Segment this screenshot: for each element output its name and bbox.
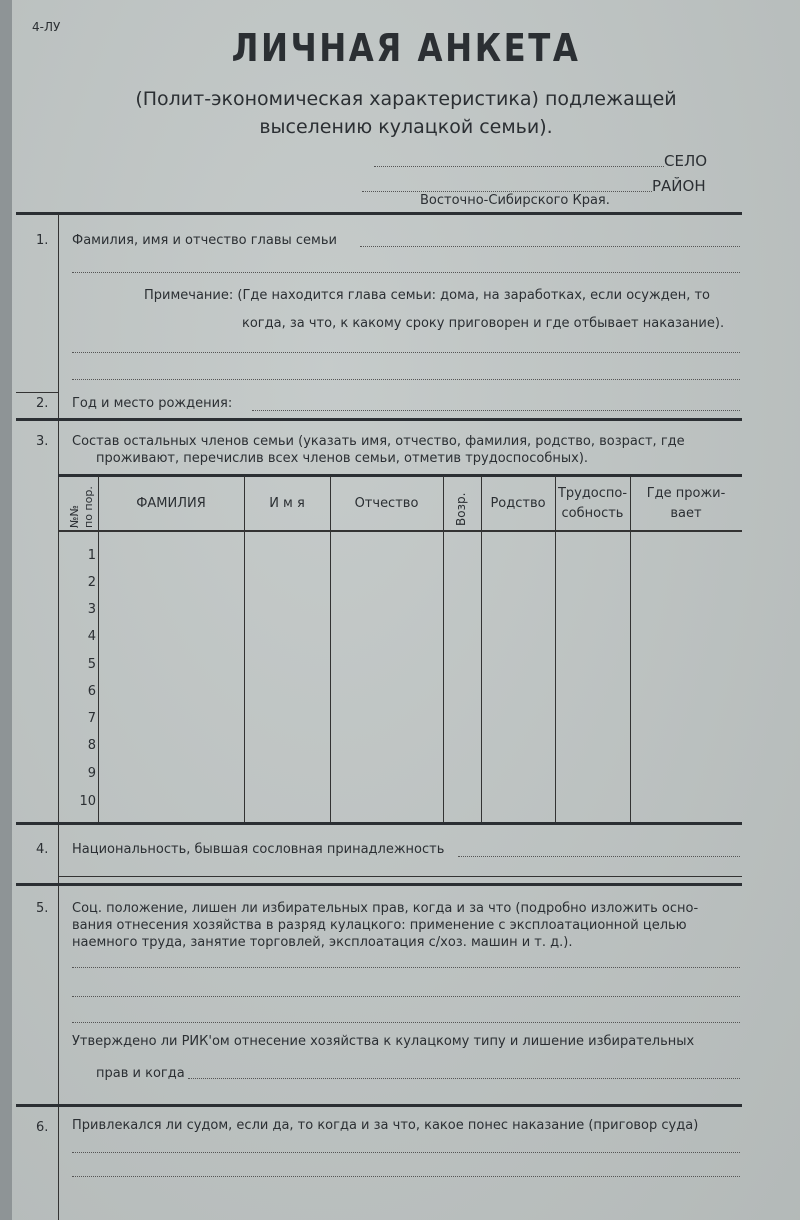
table-row-number: 10 [79,794,96,809]
section-1-tick [16,392,58,393]
table-col-divider [244,476,245,824]
table-top-border [58,474,742,477]
social-field-line2[interactable] [72,996,740,997]
section-5-line3: наемного труда, занятие торговлей, эксплоатация с/хоз. машин и т. д.). [72,935,573,950]
section-1-number: 1. [36,233,49,248]
form-page [12,0,800,1220]
section-5-divider [16,1104,742,1107]
table-row-number: 1 [87,548,96,563]
col-number-header-1: №№ [68,505,81,528]
kray-label: Восточно-Сибирского Края. [420,193,610,208]
rik-field[interactable] [188,1078,740,1079]
table-col-divider [555,476,556,824]
table-col-divider [630,476,631,824]
table-col-divider [330,476,331,824]
section-1-note-line2: когда, за что, к какому сроку приговорен и где отбывает наказание). [242,316,725,331]
col-live-header-1: Где прожи- [646,486,726,501]
section-2-number: 2. [36,396,49,411]
section-3-label-line1: Состав остальных членов семьи (указать имя, отчество, фамилия, родство, возраст, где [72,434,685,449]
col-age-header: Возр. [454,492,468,526]
section-3-number: 3. [36,434,49,449]
table-header-border [58,530,742,532]
note-field-line1[interactable] [72,352,740,353]
table-row-number: 2 [87,575,96,590]
head-name-field-line2[interactable] [72,272,740,273]
col-work-header-2: собность [561,506,624,521]
table-row-number: 7 [87,711,96,726]
table-row-number: 6 [87,684,96,699]
section-4-number: 4. [36,842,49,857]
col-patronymic-header: Отчество [354,496,419,511]
section-5-number: 5. [36,901,49,916]
social-field-line1[interactable] [72,967,740,968]
table-row-number: 8 [87,738,96,753]
rayon-label: РАЙОН [652,177,706,195]
col-live-header-2: вает [670,506,702,521]
table-row-number: 9 [87,766,96,781]
col-name-header: И м я [269,496,305,511]
table-bottom-border [16,822,742,825]
selo-label: СЕЛО [664,152,708,170]
note-field-line2[interactable] [72,379,740,380]
col-relation-header: Родство [490,496,546,511]
section-6-label: Привлекался ли судом, если да, то когда и за что, какое понес наказание (приговор суда) [72,1118,699,1133]
table-col-divider [481,476,482,824]
head-name-field[interactable] [360,246,740,247]
form-subtitle-line2: выселению кулацкой семьи). [259,116,553,138]
table-row-number: 5 [87,657,96,672]
section-6-number: 6. [36,1120,49,1135]
form-title: ЛИЧНАЯ АНКЕТА [231,26,581,70]
col-surname-header: ФАМИЛИЯ [136,496,206,511]
selo-field[interactable] [374,166,664,167]
court-field-line2[interactable] [72,1176,740,1177]
social-field-line3[interactable] [72,1022,740,1023]
table-col-divider [98,476,99,824]
table-col-divider [443,476,444,824]
rayon-field[interactable] [362,191,652,192]
birth-field[interactable] [252,410,740,411]
section-1-note-line1: Примечание: (Где находится глава семьи: дома, на заработках, если осужден, то [144,288,710,303]
section-4-rule [58,876,742,877]
header-divider [16,212,742,215]
section-5-line2: вания отнесения хозяйства в разряд кулацкого: применение с эксплоатационной целью [72,918,687,933]
table-row-number: 4 [87,629,96,644]
section-5-line1: Соц. положение, лишен ли избирательных прав, когда и за что (подробно изложить осно- [72,901,699,916]
section-3-label-line2: проживают, перечислив всех членов семьи, отметив трудоспособных). [96,451,589,466]
section-5-line4: Утверждено ли РИК'ом отнесение хозяйства к кулацкому типу и лишение избирательных [72,1034,695,1049]
nationality-field[interactable] [458,856,740,857]
section-4-divider [16,883,742,886]
col-number-header-2: по пор. [82,486,95,528]
number-column-border [58,214,59,1220]
section-2-divider [16,418,742,421]
section-1-label: Фамилия, имя и отчество главы семьи [72,233,337,248]
court-field-line1[interactable] [72,1152,740,1153]
col-work-header-1: Трудоспо- [557,486,628,501]
section-5-line5: прав и когда [96,1066,185,1081]
form-code: 4-ЛУ [32,20,61,34]
section-4-label: Национальность, бывшая сословная принадлежность [72,842,445,857]
section-2-label: Год и место рождения: [72,396,233,411]
table-row-number: 3 [87,602,96,617]
form-subtitle-line1: (Полит-экономическая характеристика) подлежащей [135,88,677,110]
